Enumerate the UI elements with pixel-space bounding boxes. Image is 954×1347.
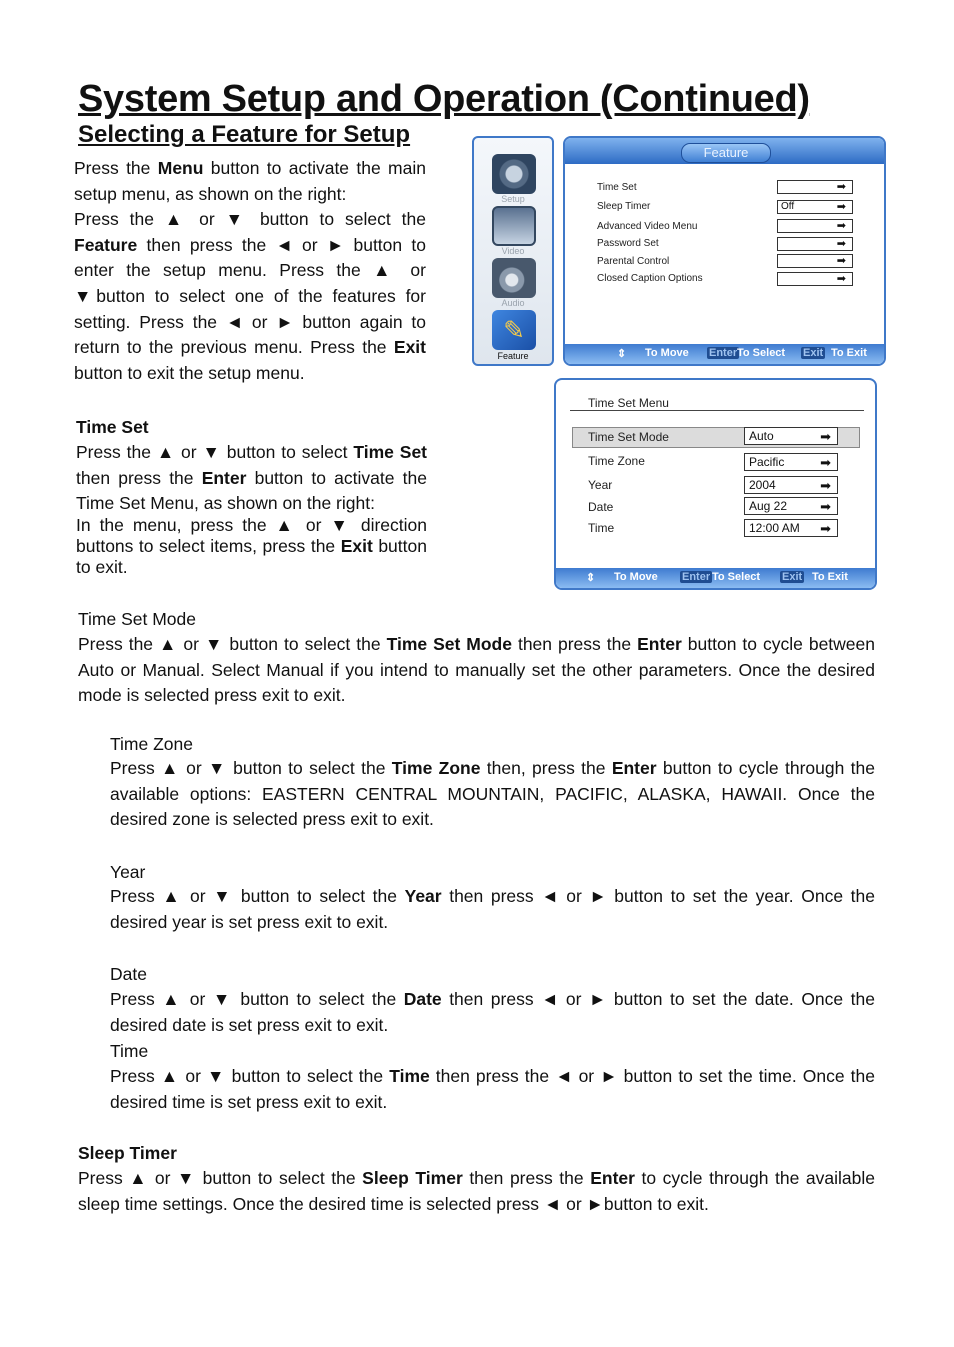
feature-item-label[interactable]: Parental Control: [597, 256, 670, 267]
page-title: System Setup and Operation (Continued): [78, 78, 810, 120]
time-set-item-label[interactable]: Time: [588, 521, 615, 535]
gear-icon[interactable]: [492, 154, 536, 194]
footer-move-label: To Move: [645, 347, 689, 359]
section-title: Selecting a Feature for Setup: [78, 121, 411, 148]
right-arrow-icon: ➡: [836, 220, 846, 232]
tab-feature[interactable]: Feature: [681, 143, 771, 163]
footer-move-label: To Move: [614, 571, 658, 583]
year-heading: Year: [110, 862, 146, 882]
feature-menu-panel: [563, 136, 886, 366]
wrench-icon[interactable]: ✎: [492, 310, 536, 350]
speaker-icon[interactable]: [492, 258, 536, 298]
right-arrow-icon: ➡: [820, 499, 831, 514]
time-set-menu-footer: [556, 568, 875, 588]
footer-exit-label: To Exit: [831, 347, 867, 359]
time-set-item-label[interactable]: Date: [588, 500, 614, 514]
feature-menu-footer: [565, 344, 884, 364]
right-arrow-icon: ➡: [820, 521, 831, 536]
year-paragraph: Press ▲ or ▼ button to select the Year then press ◄ or ► button to set the year. Once the desired year is set press exit to exit.: [110, 886, 875, 932]
feature-item-box[interactable]: [777, 237, 853, 251]
footer-exit-label: To Exit: [812, 571, 848, 583]
feature-item-box[interactable]: Off ➡: [777, 200, 853, 214]
feature-item-label[interactable]: Advanced Video Menu: [597, 221, 698, 232]
enter-key-icon: Enter: [682, 571, 711, 583]
feature-item-label[interactable]: Password Set: [597, 238, 659, 249]
footer-select-label: To Select: [737, 347, 786, 359]
date-paragraph: Press ▲ or ▼ button to select the Date then press ◄ or ► button to set the date. Once the desired date is set press exit to exit.: [110, 989, 875, 1035]
feature-item-label[interactable]: Closed Caption Options: [597, 273, 703, 284]
date-heading: Date: [110, 964, 147, 984]
monitor-icon[interactable]: [492, 206, 536, 246]
time-set-item-value[interactable]: 2004 ➡: [744, 476, 838, 494]
sidebar-item-audio[interactable]: Audio: [501, 298, 525, 308]
time-set-item-label[interactable]: Time Set Mode: [588, 430, 669, 444]
right-arrow-icon: ➡: [836, 181, 846, 193]
time-set-item-value[interactable]: Auto ➡: [744, 427, 838, 445]
feature-item-box[interactable]: [777, 219, 853, 233]
time-set-paragraph-2: In the menu, press the ▲ or ▼ direction buttons to select items, press the Exit button to exit.: [76, 515, 427, 577]
sidebar-item-setup[interactable]: Setup: [501, 194, 525, 204]
time-set-item-value[interactable]: Aug 22 ➡: [744, 497, 838, 515]
time-set-menu-panel: [554, 378, 877, 590]
feature-item-box[interactable]: [777, 272, 853, 286]
exit-key-icon: Exit: [782, 571, 803, 583]
time-set-item-label[interactable]: Year: [588, 478, 613, 492]
sidebar-item-feature[interactable]: Feature: [497, 351, 529, 361]
exit-key-icon: Exit: [803, 347, 824, 359]
feature-menu-sidebar: [472, 136, 554, 366]
time-set-paragraph: Press the ▲ or ▼ button to select Time Set then press the Enter button to activate the Time Set Menu, as shown on the right:: [76, 442, 428, 513]
sidebar-item-video[interactable]: Video: [501, 246, 525, 256]
right-arrow-icon: ➡: [820, 429, 831, 444]
time-zone-heading: Time Zone: [110, 734, 193, 754]
right-arrow-icon: ➡: [820, 478, 831, 493]
feature-item-box[interactable]: [777, 180, 853, 194]
time-zone-paragraph: Press ▲ or ▼ button to select the Time Zone then, press the Enter button to cycle through the available options: EASTERN CENTRAL MOUNTAIN, PACIFIC, ALASKA, HAWAII. Once the desired zone is selected press exit to exit.: [110, 758, 875, 830]
right-arrow-icon: ➡: [820, 455, 831, 470]
time-set-mode-paragraph: Press the ▲ or ▼ button to select the Time Set Mode then press the Enter button to cycle between Auto or Manual. Select Manual if you intend to manually set the other parameters. Once the desired mode is selected press exit to exit.: [78, 634, 875, 706]
time-heading: Time: [110, 1041, 149, 1061]
move-arrows-icon: ⇕: [617, 348, 627, 360]
footer-select-label: To Select: [712, 571, 761, 583]
intro-paragraph: Press the Menu button to activate the main setup menu, as shown on the right: Press the ▲ or ▼ button to select the Feature then press the ◄ or ► button to enter the setup menu. Press the ▲ or ▼button to select one of the features for setting. Press the ◄ or ► button again to return to the previous menu. Press the Exit button to exit the setup menu.: [74, 158, 426, 383]
right-arrow-icon: ➡: [836, 273, 846, 285]
time-paragraph: Press ▲ or ▼ button to select the Time then press the ◄ or ► button to set the time. Once the desired time is set press exit to exit.: [110, 1066, 876, 1112]
time-set-menu-title: Time Set Menu: [588, 396, 669, 410]
move-arrows-icon: ⇕: [586, 572, 596, 584]
sleep-timer-heading: Sleep Timer: [78, 1143, 177, 1163]
feature-item-label[interactable]: Sleep Timer: [597, 201, 651, 212]
enter-key-icon: Enter: [709, 347, 738, 359]
right-arrow-icon: ➡: [836, 255, 846, 267]
feature-item-box[interactable]: [777, 254, 853, 268]
sleep-timer-paragraph: Press ▲ or ▼ button to select the Sleep Timer then press the Enter to cycle through the available sleep time settings. Once the desired time is selected press ◄ or ►button to exit.: [78, 1168, 875, 1214]
divider: [570, 410, 864, 411]
time-set-heading: Time Set: [76, 417, 149, 437]
time-set-item-value[interactable]: 12:00 AM ➡: [744, 519, 838, 537]
time-set-mode-heading: Time Set Mode: [78, 609, 197, 629]
time-set-item-value[interactable]: Pacific ➡: [744, 453, 838, 471]
feature-item-label[interactable]: Time Set: [597, 182, 637, 193]
right-arrow-icon: ➡: [836, 201, 846, 213]
right-arrow-icon: ➡: [836, 238, 846, 250]
time-set-item-label[interactable]: Time Zone: [588, 454, 645, 468]
